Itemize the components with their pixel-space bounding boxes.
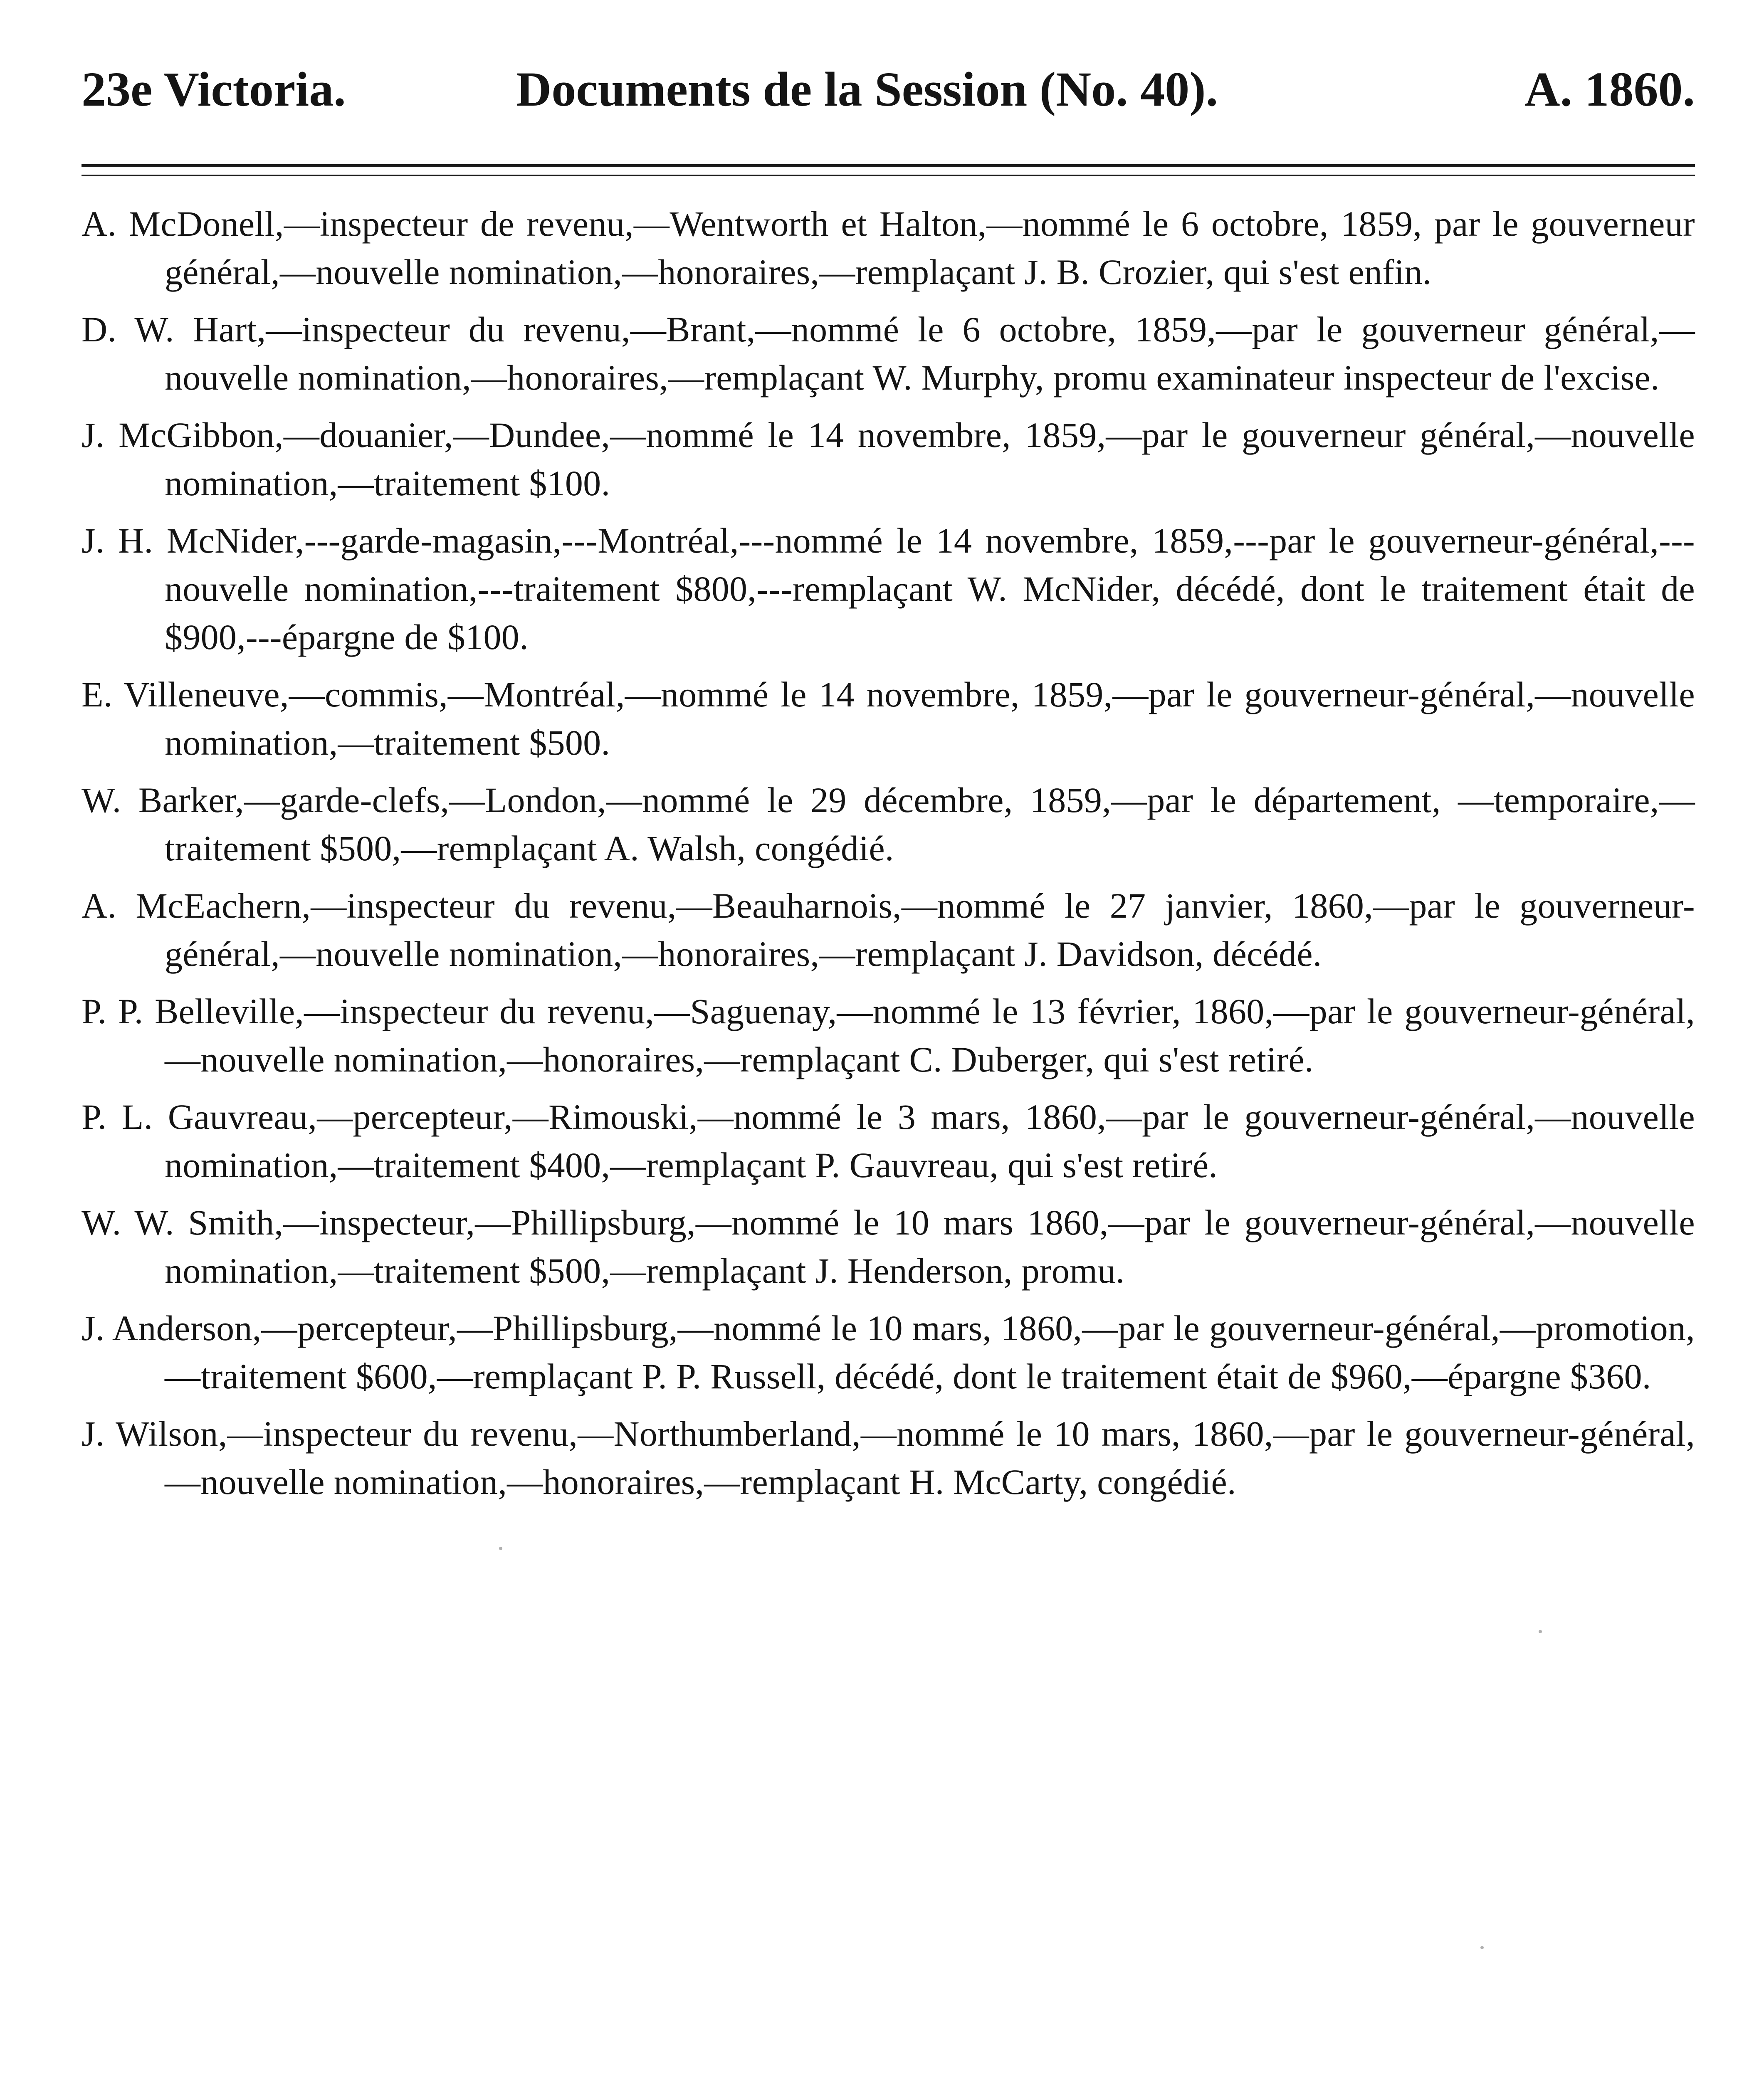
appointment-entry: J. H. McNider,---garde-magasin,---Montréal,---nommé le 14 novembre, 1859,---par le gouverneur-général,---nouvelle nomination,---traitement $800,---remplaçant W. McNider, décédé, dont le traitement était de $900,---épargne de $100. — [82, 521, 1695, 657]
header-year: A. 1860. — [1524, 62, 1695, 116]
appointment-list — [82, 200, 1695, 1515]
header-document-title: Documents de la Session (No. 40). — [516, 62, 1218, 116]
appointment-entry: J. Anderson,—percepteur,—Phillipsburg,—nommé le 10 mars, 1860,—par le gouverneur-général,—promotion,—traitement $600,—remplaçant P. P. Russell, décédé, dont le traitement était de $960,—épargne $360. — [82, 1308, 1695, 1396]
appointment-entry: W. Barker,—garde-clefs,—London,—nommé le 29 décembre, 1859,—par le département, —temporaire,—traitement $500,—remplaçant A. Walsh, congédié. — [82, 780, 1695, 868]
appointment-entry: A. McEachern,—inspecteur du revenu,—Beauharnois,—nommé le 27 janvier, 1860,—par le gouverneur-général,—nouvelle nomination,—honoraires,—remplaçant J. Davidson, décédé. — [82, 886, 1695, 974]
appointment-entry: P. P. Belleville,—inspecteur du revenu,—Saguenay,—nommé le 13 février, 1860,—par le gouverneur-général,—nouvelle nomination,—honoraires,—remplaçant C. Duberger, qui s'est retiré. — [82, 991, 1695, 1079]
appointment-entry: J. Wilson,—inspecteur du revenu,—Northumberland,—nommé le 10 mars, 1860,—par le gouverneur-général,—nouvelle nomination,—honoraires,—remplaçant H. McCarty, congédié. — [82, 1414, 1695, 1502]
header-regnal-year: 23e Victoria. — [82, 62, 346, 116]
appointment-entry: A. McDonell,—inspecteur de revenu,—Wentworth et Halton,—nommé le 6 octobre, 1859, par le gouverneur général,—nouvelle nomination,—honoraires,—remplaçant J. B. Crozier, qui s'est enfin. — [82, 204, 1695, 292]
paper-speck — [1480, 1946, 1484, 1949]
appointment-entry: P. L. Gauvreau,—percepteur,—Rimouski,—nommé le 3 mars, 1860,—par le gouverneur-général,—nouvelle nomination,—traitement $400,—remplaçant P. Gauvreau, qui s'est retiré. — [82, 1097, 1695, 1185]
appointment-entry: E. Villeneuve,—commis,—Montréal,—nommé le 14 novembre, 1859,—par le gouverneur-général,—nouvelle nomination,—traitement $500. — [82, 674, 1695, 763]
header-rule-thin — [82, 175, 1695, 176]
paper-speck — [1539, 1630, 1542, 1633]
header-rule-thick — [82, 164, 1695, 167]
appointment-entry: D. W. Hart,—inspecteur du revenu,—Brant,—nommé le 6 octobre, 1859,—par le gouverneur général,—nouvelle nomination,—honoraires,—remplaçant W. Murphy, promu examinateur inspecteur de l'excise. — [82, 309, 1695, 398]
appointment-entry: J. McGibbon,—douanier,—Dundee,—nommé le 14 novembre, 1859,—par le gouverneur général,—nouvelle nomination,—traitement $100. — [82, 415, 1695, 503]
page-header — [82, 58, 1695, 121]
appointment-entry: W. W. Smith,—inspecteur,—Phillipsburg,—nommé le 10 mars 1860,—par le gouverneur-général,—nouvelle nomination,—traitement $500,—remplaçant J. Henderson, promu. — [82, 1202, 1695, 1291]
paper-speck — [499, 1547, 502, 1550]
